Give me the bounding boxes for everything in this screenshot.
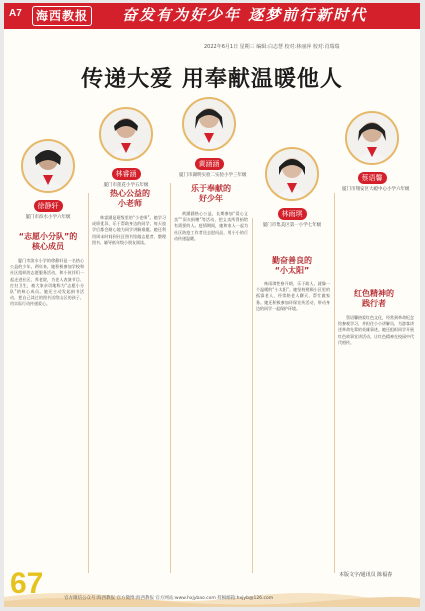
section-title-1: “志愿小分队”的 核心成员 <box>18 232 78 251</box>
page-header-banner <box>4 3 420 29</box>
section-title-5: 红色精神的 践行者 <box>354 289 394 308</box>
article-column-1: 厦门市滨水小学的徐静轩是一名热心公益的少年。两年来，她积极参加学校和社区组织的志愿服务活动，和小伙伴们一起走进社区、养老院，为老人表演节目、打扫卫生，被大家亲切地称为“志愿小分队”的核心成员。她还主动发起捐书活动，把自己读过的图书送给山区的孩子，用实际行动传递爱心。 <box>10 258 84 307</box>
profile-5 <box>342 111 410 192</box>
student-portrait-icon <box>184 99 234 149</box>
portrait-photo <box>21 139 75 193</box>
student-school: 厦门市集美区第一小学七年级 <box>262 223 322 228</box>
section-title-4: 勤奋善良的 “小太阳” <box>272 256 312 275</box>
profile-1 <box>18 139 78 220</box>
column-divider <box>170 183 171 573</box>
student-name: 林睿涵 <box>112 168 141 180</box>
student-name: 林雨琪 <box>278 208 307 220</box>
student-name: 蔡语馨 <box>358 172 387 184</box>
profile-4 <box>262 147 322 228</box>
student-portrait-icon <box>101 109 151 159</box>
byline-credit: 本版文字/通讯员 陈福春 <box>339 572 393 578</box>
newspaper-page <box>4 3 420 607</box>
article-column-4: 林雨琪性格开朗，乐于助人，就像一个温暖的“小太阳”。她坚持照顾小区里的孤寡老人，经常陪老人聊天、帮忙做家务。她还积极参加环保宣传活动，带动身边的同学一起保护环境。 <box>256 281 330 311</box>
column-divider <box>88 193 89 573</box>
section-title-2: 热心公益的 小老师 <box>110 189 150 208</box>
student-portrait-icon <box>23 141 73 191</box>
dateline: 2022年6月1日 星期三 编辑:白志慧 校对:林丽萍 校对:肖瑞瑞 <box>204 44 340 50</box>
article-column-2: 林睿涵是班级里的“小老师”。她学习成绩优异，乐于帮助身边的同学，每天放学后都会耐心地为同学讲解难题。她还利用周末时间到社区图书馆做志愿者，整理图书、辅导低年级小朋友阅读。 <box>92 215 166 245</box>
student-name: 黄涵涵 <box>195 158 224 170</box>
student-name: 徐静轩 <box>34 200 63 212</box>
student-school: 厦门市湖明实验二实验小学三年级 <box>179 173 247 178</box>
article-column-5: 蔡语馨热爱红色文化，经常到革命纪念馆参观学习，并担任小小讲解员，为游客讲述革命先辈的英雄事迹。她还组织同学开展红色故事宣讲活动，让红色精神在校园中代代相传。 <box>338 315 414 345</box>
header-slogan: 奋发有为好少年 逐梦前行新时代 <box>122 6 368 24</box>
article-column-3: 黄涵涵热心公益，长期参加“爱心义卖”“旧衣捐赠”等活动，把义卖所得捐给有需要的人。疫情期间，她和家人一起为社区防疫工作者送去慰问品，用小小的行动传递温暖。 <box>174 211 248 241</box>
profile-3 <box>179 97 247 178</box>
portrait-photo <box>345 111 399 165</box>
headline: 传递大爱 用奉献温暖他人 <box>81 66 343 92</box>
column-divider <box>252 218 253 573</box>
student-portrait-icon <box>347 113 397 163</box>
column-divider <box>334 193 335 573</box>
page-number: 67 <box>10 567 44 600</box>
page-code: A7 <box>9 8 22 19</box>
section-title-3: 乐于奉献的 好少年 <box>191 184 231 203</box>
student-school: 厦门市莲花小学五年级 <box>103 183 149 188</box>
student-school: 厦门市滨水小学六年级 <box>25 215 71 220</box>
student-portrait-icon <box>267 149 317 199</box>
footer-info: 官方微信公众号:海西教报 官方微博:海西教报 官方网站:www.hxjybao.com 投稿邮箱:hxjyb@126.com <box>64 596 274 601</box>
profile-2 <box>96 107 156 188</box>
portrait-photo <box>265 147 319 201</box>
paper-logo: 海西教报 <box>32 6 92 26</box>
student-school: 厦门市翔安区大嶝中心小学六年级 <box>342 187 410 192</box>
portrait-photo <box>99 107 153 161</box>
portrait-photo <box>182 97 236 151</box>
